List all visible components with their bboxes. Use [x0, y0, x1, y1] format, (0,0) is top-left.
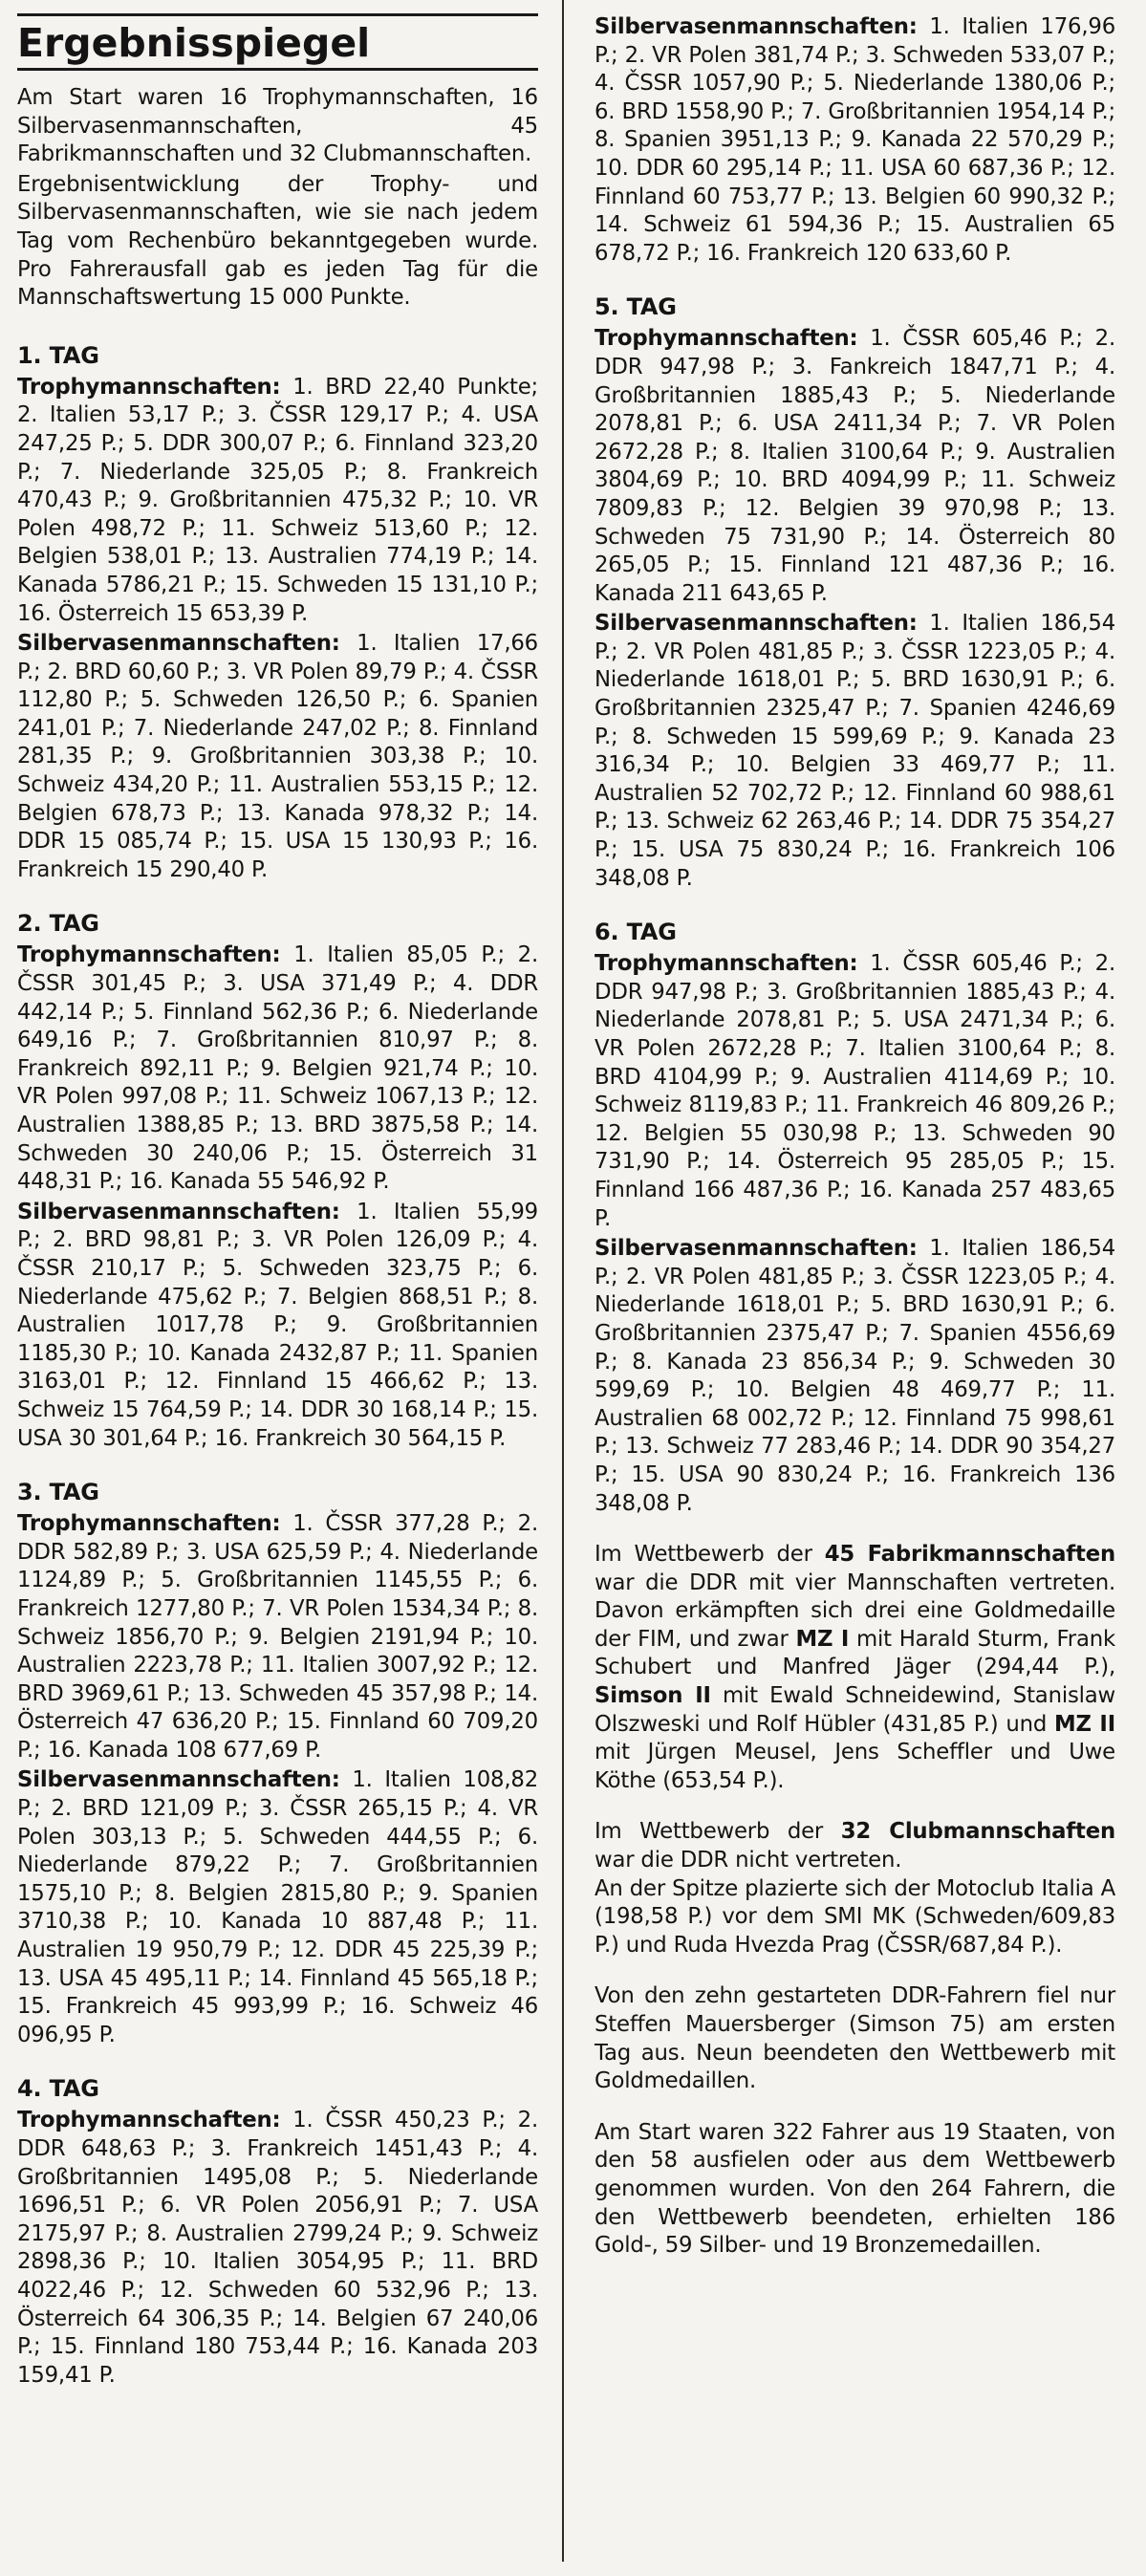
title-rule-bottom — [17, 68, 538, 71]
club-paragraph — [595, 1818, 1115, 1874]
day-heading-2: 2. TAG — [17, 910, 99, 938]
day5-trophy-text: 1. ČSSR 605,46 P.; 2. DDR 947,98 P.; 3. Fankreich 1847,71 P.; 4. Großbritannien 1885,43 P.; 5. Niederlande 2078,81 P.; 6. USA 2411,34 P.; 7. VR Polen 2672,28 P.; 8. Italien 3100,64 P.; 9. Australien 3804,69 P.; 10. BRD 4094,99 P.; 11. Schweiz 7809,83 P.; 12. Belgien 39 970,98 P.; 13. Schweden 75 731,90 P.; 14. Österreich 80 265,05 P.; 15. Finnland 121 487,36 P.; 16. Kanada 211 643,65 P. — [595, 326, 1115, 606]
trophy-label: Trophymannschaften: — [595, 326, 858, 352]
day4-vase-text: 1. Italien 176,96 P.; 2. VR Polen 381,74 P.; 3. Schweden 533,07 P.; 4. ČSSR 1057,90 P.; 5. Niederlande 1380,06 P.; 6. BRD 1558,90 P.; 7. Großbritannien 1954,14 P.; 8. Spanien 3951,13 P.; 9. Kanada 22 570,29 P.; 10. DDR 60 295,14 P.; 11. USA 60 687,36 P.; 12. Finnland 60 753,77 P.; 13. Belgien 60 990,32 P.; 14. Schweiz 61 594,36 P.; 15. Australien 65 678,72 P.; 16. Frankreich 120 633,60 P. — [595, 14, 1115, 266]
day5-vase-text: 1. Italien 186,54 P.; 2. VR Polen 481,85 P.; 3. ČSSR 1223,05 P.; 4. Niederlande 1618,01 P.; 5. BRD 1630,91 P.; 6. Großbritannien 2325,47 P.; 7. Spanien 4246,69 P.; 8. Schweden 15 599,69 P.; 9. Kanada 23 316,34 P.; 10. Belgien 33 469,77 P.; 11. Australien 52 702,72 P.; 12. Finnland 60 988,61 P.; 13. Schweiz 62 263,46 P.; 14. DDR 75 354,27 P.; 15. USA 75 830,24 P.; 16. Frankreich 106 348,08 P. — [595, 611, 1115, 891]
day4-vase-results — [595, 13, 1115, 268]
closing-paragraph-2: Am Start waren 322 Fahrer aus 19 Staaten, von den 58 ausfielen oder aus dem Wettbewerb genommen wurden. Von den 264 Fahrern, die den Wettbewerb beendeten, erhielten 186 Gold-, 59 Silber- und 19 Bronzemedaillen. — [595, 2119, 1115, 2259]
fabrik-highlight-3: Simson II — [595, 1683, 711, 1709]
club-text-2: war die DDR nicht vertreten. — [595, 1848, 902, 1873]
day6-vase-text: 1. Italien 186,54 P.; 2. VR Polen 481,85 P.; 3. ČSSR 1223,05 P.; 4. Niederlande 1618,01 P.; 5. BRD 1630,91 P.; 6. Großbritannien 2375,47 P.; 7. Spanien 4556,69 P.; 8. Kanada 23 856,34 P.; 9. Schweden 30 599,69 P.; 10. Belgien 48 469,77 P.; 11. Australien 68 002,72 P.; 12. Finnland 75 998,61 P.; 13. Schweiz 77 283,46 P.; 14. DDR 90 354,27 P.; 15. USA 90 830,24 P.; 16. Frankreich 136 348,08 P. — [595, 1236, 1115, 1516]
fabrik-text-1: Im Wettbewerb der — [595, 1542, 825, 1568]
day2-trophy-results — [17, 942, 538, 1196]
day6-vase-results — [595, 1235, 1115, 1518]
day2-vase-text: 1. Italien 55,99 P.; 2. BRD 98,81 P.; 3. VR Polen 126,09 P.; 4. ČSSR 210,17 P.; 5. Schweden 323,75 P.; 6. Niederlande 475,62 P.; 7. Belgien 868,51 P.; 8. Australien 1017,78 P.; 9. Großbritannien 1185,30 P.; 10. Kanada 2432,87 P.; 11. Spanien 3163,01 P.; 12. Finnland 15 466,62 P.; 13. Schweiz 15 764,59 P.; 14. DDR 30 168,14 P.; 15. USA 30 301,64 P.; 16. Frankreich 30 564,15 P. — [17, 1199, 538, 1451]
vase-label: Silbervasenmannschaften: — [595, 611, 918, 637]
vase-label: Silbervasenmannschaften: — [595, 1236, 918, 1262]
day5-vase-results — [595, 610, 1115, 893]
intro-paragraph-2: Ergebnisentwicklung der Trophy- und Silbervasenmannschaften, wie sie nach jedem Tag vom Rechenbüro bekanntgegeben wurde. Pro Fahrerausfall gab es jeden Tag für die Mannschaftswertung 15 000 Punkte. — [17, 171, 538, 311]
column-divider — [562, 0, 564, 2562]
day3-trophy-text: 1. ČSSR 377,28 P.; 2. DDR 582,89 P.; 3. USA 625,59 P.; 4. Niederlande 1124,89 P.; 5. Großbritannien 1145,55 P.; 6. Frankreich 1277,80 P.; 7. VR Polen 1534,34 P.; 8. Schweiz 1856,70 P.; 9. Belgien 2191,94 P.; 10. Australien 2223,78 P.; 11. Italien 3007,92 P.; 12. BRD 3969,61 P.; 13. Schweden 45 357,98 P.; 14. Österreich 47 636,20 P.; 15. Finnland 60 709,20 P.; 16. Kanada 108 677,69 P. — [17, 1511, 538, 1763]
trophy-label: Trophymannschaften: — [17, 942, 281, 968]
closing-paragraph-1: Von den zehn gestarteten DDR-Fahrern fiel nur Steffen Mauersberger (Simson 75) am ersten Tag aus. Neun beendeten den Wettbewerb mit Goldmedaillen. — [595, 1983, 1115, 2094]
vase-label: Silbervasenmannschaften: — [17, 631, 340, 657]
day1-trophy-results — [17, 374, 538, 628]
trophy-label: Trophymannschaften: — [17, 2108, 281, 2133]
day6-trophy-text: 1. ČSSR 605,46 P.; 2. DDR 947,98 P.; 3. Großbritannien 1885,43 P.; 4. Niederlande 2078,81 P.; 5. USA 2471,34 P.; 6. VR Polen 2672,28 P.; 7. Italien 3100,64 P.; 8. BRD 4104,99 P.; 9. Australien 4114,69 P.; 10. Schweiz 8119,83 P.; 11. Frankreich 46 809,26 P.; 12. Belgien 55 030,98 P.; 13. Schweden 90 731,90 P.; 14. Österreich 95 285,05 P.; 15. Finnland 166 487,36 P.; 16. Kanada 257 483,65 P. — [595, 951, 1115, 1231]
fabrik-highlight-1: 45 Fabrikmannschaften — [824, 1542, 1115, 1568]
fabrik-highlight-4: MZ II — [1054, 1711, 1115, 1737]
fabrik-text-5: mit Jürgen Meusel, Jens Scheffler und Uwe Köthe (653,54 P.). — [595, 1740, 1115, 1793]
title-rule-top — [17, 13, 538, 16]
day3-vase-results — [17, 1766, 538, 2049]
day-heading-3: 3. TAG — [17, 1479, 99, 1506]
day4-trophy-text: 1. ČSSR 450,23 P.; 2. DDR 648,63 P.; 3. Frankreich 1451,43 P.; 4. Großbritannien 1495,08 P.; 5. Niederlande 1696,51 P.; 6. VR Polen 2056,91 P.; 7. USA 2175,97 P.; 8. Australien 2799,24 P.; 9. Schweiz 2898,36 P.; 10. Italien 3054,95 P.; 11. BRD 4022,46 P.; 12. Schweden 60 532,96 P.; 13. Österreich 64 306,35 P.; 14. Belgien 67 240,06 P.; 15. Finnland 180 753,44 P.; 16. Kanada 203 159,41 P. — [17, 2108, 538, 2388]
day-heading-6: 6. TAG — [595, 919, 677, 946]
day5-trophy-results — [595, 325, 1115, 608]
day-heading-4: 4. TAG — [17, 2075, 99, 2103]
club-highlight: 32 Clubmannschaften — [840, 1819, 1115, 1845]
day1-trophy-text: 1. BRD 22,40 Punkte; 2. Italien 53,17 P.; 3. ČSSR 129,17 P.; 4. USA 247,25 P.; 5. DDR 300,07 P.; 6. Finnland 323,20 P.; 7. Niederlande 325,05 P.; 8. Frankreich 470,43 P.; 9. Großbritannien 475,32 P.; 10. VR Polen 498,72 P.; 11. Schweiz 513,60 P.; 12. Belgien 538,01 P.; 13. Australien 774,19 P.; 14. Kanada 5786,21 P.; 15. Schweden 15 131,10 P.; 16. Österreich 15 653,39 P. — [17, 374, 538, 626]
day2-vase-results — [17, 1199, 538, 1453]
trophy-label: Trophymannschaften: — [17, 1511, 281, 1537]
intro-paragraph-1: Am Start waren 16 Trophymannschaften, 16 Silbervasenmannschaften, 45 Fabrikmannschaften und 32 Clubmannschaften. — [17, 85, 538, 167]
day-heading-1: 1. TAG — [17, 341, 99, 369]
day6-trophy-results — [595, 950, 1115, 1233]
day4-trophy-results — [17, 2107, 538, 2390]
club-text-1: Im Wettbewerb der — [595, 1819, 841, 1845]
vase-label: Silbervasenmannschaften: — [17, 1199, 340, 1224]
right-column — [595, 13, 1115, 2270]
trophy-label: Trophymannschaften: — [595, 951, 858, 977]
fabrik-paragraph — [595, 1541, 1115, 1795]
day1-vase-results — [17, 630, 538, 884]
vase-label: Silbervasenmannschaften: — [17, 1767, 340, 1793]
vase-label: Silbervasenmannschaften: — [595, 14, 918, 39]
day3-trophy-results — [17, 1510, 538, 1764]
left-column — [17, 13, 538, 2392]
trophy-label: Trophymannschaften: — [17, 374, 281, 400]
fabrik-highlight-2: MZ I — [795, 1626, 850, 1652]
fabrik-text-2: war die DDR mit vier Mannschaften vertreten. Davon erkämpften sich drei eine Goldmedaille der FIM, und zwar — [595, 1569, 1115, 1652]
club-paragraph-2: An der Spitze plazierte sich der Motoclub Italia A (198,58 P.) vor dem SMI MK (Schweden/609,83 P.) und Ruda Hvezda Prag (ČSSR/687,84 P.). — [595, 1875, 1115, 1958]
day2-trophy-text: 1. Italien 85,05 P.; 2. ČSSR 301,45 P.; 3. USA 371,49 P.; 4. DDR 442,14 P.; 5. Finnland 562,36 P.; 6. Niederlande 649,16 P.; 7. Großbritannien 810,97 P.; 8. Frankreich 892,11 P.; 9. Belgien 921,74 P.; 10. VR Polen 997,08 P.; 11. Schweiz 1067,13 P.; 12. Australien 1388,85 P.; 13. BRD 3875,58 P.; 14. Schweden 30 240,06 P.; 15. Österreich 31 448,31 P.; 16. Kanada 55 546,92 P. — [17, 942, 539, 1195]
day-heading-5: 5. TAG — [595, 293, 677, 321]
day1-vase-text: 1. Italien 17,66 P.; 2. BRD 60,60 P.; 3. VR Polen 89,79 P.; 4. ČSSR 112,80 P.; 5. Schweden 126,50 P.; 6. Spanien 241,01 P.; 7. Niederlande 247,02 P.; 8. Finnland 281,35 P.; 9. Großbritannien 303,38 P.; 10. Schweiz 434,20 P.; 11. Australien 553,15 P.; 12. Belgien 678,73 P.; 13. Kanada 978,32 P.; 14. DDR 15 085,74 P.; 15. USA 15 130,93 P.; 16. Frankreich 15 290,40 P. — [17, 631, 538, 882]
day3-vase-text: 1. Italien 108,82 P.; 2. BRD 121,09 P.; 3. ČSSR 265,15 P.; 4. VR Polen 303,13 P.; 5. Schweden 444,55 P.; 6. Niederlande 879,22 P.; 7. Großbritannien 1575,10 P.; 8. Belgien 2815,80 P.; 9. Spanien 3710,38 P.; 10. Kanada 10 887,48 P.; 11. Australien 19 950,79 P.; 12. DDR 45 225,39 P.; 13. USA 45 495,11 P.; 14. Finnland 45 565,18 P.; 15. Frankreich 45 993,99 P.; 16. Schweiz 46 096,95 P. — [17, 1767, 538, 2047]
fabrik-text-4: mit Ewald Schneidewind, Stanislaw Olszweski und Rolf Hübler (431,85 P.) und — [595, 1683, 1115, 1737]
fabrik-text-3: mit Harald Sturm, Frank Schubert und Manfred Jäger (294,44 P.), — [595, 1626, 1115, 1680]
page-title: Ergebnisspiegel — [17, 20, 371, 66]
